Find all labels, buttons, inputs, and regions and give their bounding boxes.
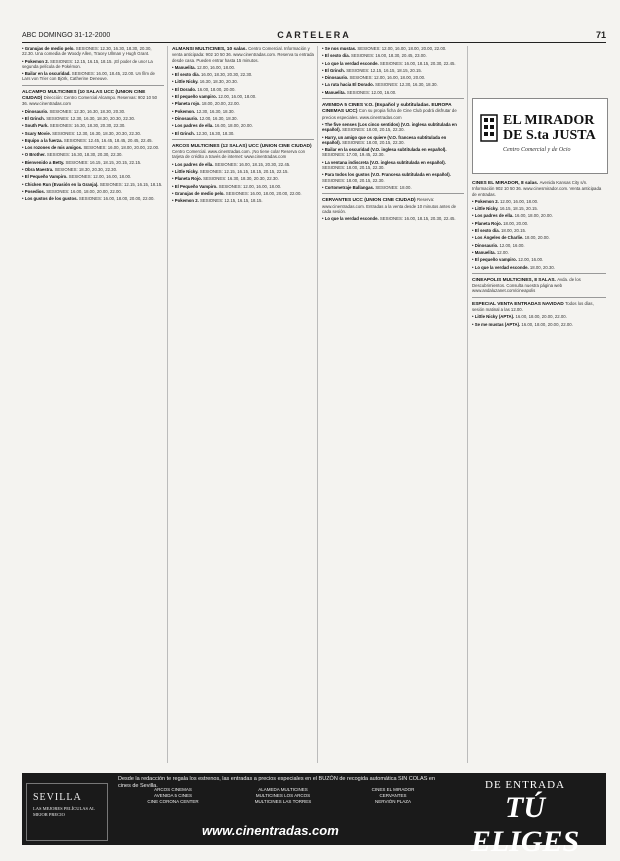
listing-details: 16.00, 18.00, 20.00. [197, 86, 236, 92]
listing-details: 16.00, 18.00, 20.00. [514, 213, 553, 219]
film-listing [22, 182, 164, 187]
film-listing [22, 46, 164, 57]
listing-details: SESIONES: 12.15, 16.15, 18.15, 20.15, 22.15. [199, 169, 289, 175]
film-title: • Pokemon. [172, 108, 197, 114]
listing-details: SESIONES: 16.00, 18.15, 20.30, 22.45. [379, 60, 456, 66]
cinema-name: CINEAPOLIS MULTICINES, 8 SALAS. [472, 277, 558, 283]
film-listing [22, 167, 164, 172]
film-title: • Chicken Run (Evasión en la Granja). [22, 181, 100, 187]
film-title: • Dinosaurio. [22, 108, 50, 114]
cinema-name: CINES EL MIRADOR, 8 salas. [472, 181, 540, 186]
listing-details: 12.00, 16.00, 18.00. [218, 94, 257, 100]
listing-details: SESIONES: 16.00, 18.15, 20.30, 22.45. [379, 216, 456, 222]
listing-details: 12.30, 16.30, 18.30. [196, 108, 235, 114]
cinema-section [322, 102, 464, 120]
cinema-section [472, 180, 606, 197]
film-title: • O Brother. [22, 152, 47, 158]
listing-details: SESIONES: 12.30, 16.30, 18.30, 20.30, 22.30. Una comedia de Woody Allen, Tracey Ullman y Hugh Grant. [22, 46, 152, 57]
cinema-section [472, 301, 606, 313]
mirador-title [503, 113, 596, 143]
film-listing [22, 145, 164, 150]
listing-details: SESIONES: 16.15, 18.15, 20.15, 22.15. [65, 159, 142, 165]
listing-details: 18.00, 20.15. [500, 228, 527, 234]
film-title: • The five senses (Los cinco sentidos) (V.O. inglesa subtitulada en español). [322, 121, 457, 133]
listing-details: Con su propia ficha de Cine Club podrá disfrutar de precios especiales. www.cinentradas.com [322, 108, 457, 120]
film-title: • La ruta hacia El Dorado. [322, 82, 376, 88]
film-listing [22, 138, 164, 143]
sevilla-body: LAS MEJORES PELÍCULAS AL MEJOR PRECIO [33, 806, 95, 817]
listing-details: SESIONES: 18.00, 20.15, 22.30. [322, 165, 385, 171]
film-listing [472, 250, 606, 255]
cinema-name: ALAMEDA MULTICINES [258, 787, 308, 792]
listing-details: 12.00, 16.00. [499, 242, 525, 248]
film-title: • El pequeño vampiro. [172, 94, 219, 100]
listing-details: SESIONES: 16.00, 18.15, 20.30, 22.45. [214, 161, 291, 167]
listing-details: SESIONES: 12.30, 16.30, 18.30, 20.30, 22.30. [52, 130, 142, 136]
listing-details: SESIONES: 16.00, 18.00, 20.00, 22.00. [225, 190, 302, 196]
film-listing [22, 174, 164, 179]
listing-details: Avenida Kansas City s/n. Información 902 10 50 36. www.cinesmirador.com. Venta anticipada de entradas. [472, 180, 602, 197]
listing-details: 18.00, 20.00. [524, 235, 550, 241]
film-listing [172, 176, 314, 181]
listing-details: SESIONES: 12.30, 16.30, 18.30. [375, 82, 438, 88]
listing-details: SESIONES: 12.15, 16.15, 18.15, 20.15. [346, 67, 422, 73]
film-listing [172, 79, 314, 84]
film-listing [472, 213, 606, 218]
cinema-name: MULTICINES LAS TORRES [254, 799, 312, 804]
film-listing [322, 216, 464, 221]
film-listing [22, 59, 164, 70]
film-listing [472, 257, 606, 262]
film-title: • Planeta Rojo. [172, 176, 204, 182]
listing-details: Dirección: Centro Comercial Alcampo. Reservas: 902 10 50 36. www.cinentradas.com [22, 95, 158, 107]
listing-details: SESIONES: 18.00, 20.15, 22.30. [342, 139, 405, 145]
film-title: • Little Nicky. [472, 206, 500, 212]
film-listing [322, 135, 464, 146]
film-title: • Manuelita. [472, 249, 497, 255]
listing-details: 16.15, 18.15, 20.15. [499, 206, 538, 212]
listings-column-2 [172, 46, 314, 763]
film-title: • Granujas de medio pelo. [22, 46, 76, 51]
film-title: • Para todos los gustos (V.O. Francesa subtitulada en español). [322, 172, 451, 178]
film-listing [172, 184, 314, 189]
film-title: • La ventana indiscreta (V.O. inglesa subtitulada en español). [322, 159, 446, 165]
cinema-name: CINE CORONA CENTER [147, 799, 199, 804]
film-title: • El Grinch. [172, 130, 197, 136]
page-number: 71 [595, 30, 606, 40]
listing-details: 12.30, 16.30, 18.30. [196, 130, 235, 136]
section-divider [472, 273, 606, 274]
film-title: • Los rozones de mis amigos. [22, 145, 84, 151]
listing-details: SESIONES: 16.30, 18.30, 20.30, 22.30. [49, 123, 126, 129]
film-listing [22, 160, 164, 165]
film-listing [472, 314, 606, 319]
film-listing [322, 160, 464, 171]
film-listing [22, 131, 164, 136]
listing-details: SESIONES: 16.00, 18.00, 20.00, 22.00. [46, 188, 122, 194]
film-listing [22, 71, 164, 82]
cinema-name: NERVIÓN PLAZA [375, 799, 411, 804]
film-title: • Lo que la verdad esconde. [472, 264, 530, 270]
film-title: • South Park. [22, 123, 50, 129]
page-header [22, 30, 606, 43]
film-listing [172, 116, 314, 121]
film-title: • Dinosaurio. [322, 75, 350, 81]
listing-details: SESIONES: 16.00, 18.45, 22.00. Un film de Lars von Trier con Björk, Catherine Deneuve. [22, 71, 155, 82]
listings-column-1 [22, 46, 164, 763]
listing-details: SESIONES: 18.30, 20.30, 22.30. [54, 167, 118, 173]
listing-details: 16.30, 18.30, 20.30. [199, 79, 238, 85]
film-listing [172, 87, 314, 92]
film-listing [322, 53, 464, 58]
sevilla-title: SEVILLA [33, 792, 82, 803]
film-title: • Little Nicky. [172, 169, 200, 175]
film-listing [172, 198, 314, 203]
film-title: • Bailar en la oscuridad (V.O. inglesa subtitulada en español). [322, 147, 447, 153]
cinema-name: AVENIDA 5 CINES [154, 793, 192, 798]
film-title: • El sexto día. [322, 53, 351, 59]
film-title: • Lo que la verdad esconde. [322, 216, 380, 222]
film-listing [322, 185, 464, 190]
listing-details: SESIONES: 12.00, 16.00, 18.00. [68, 174, 132, 180]
film-listing [172, 72, 314, 77]
listing-details: 18.00, 20.30. [529, 264, 555, 270]
film-title: • Obra Maestra. [22, 167, 55, 173]
listing-details: Todos los días, sesión matinal a las 12.00. [472, 300, 594, 313]
listing-details: Reserva: www.cinentradas.com. Entradas a la venta desde 10 minutos antes de cada sesión. [322, 197, 456, 214]
listing-details: 18.00, 20.00, 22.00. [201, 101, 240, 107]
listing-details: SESIONES: 18.00, 20.15, 22.30. [322, 177, 385, 183]
cinema-name: AVENIDA 5 CINES V.O. (Español y subtituladas. EUROPA CINEMAS UCC) [322, 103, 452, 115]
film-listing [322, 172, 464, 183]
listing-details: 16.00, 18.30, 20.30, 22.30. [200, 72, 253, 78]
tu-eliges-slogan [450, 779, 600, 859]
film-listing [472, 322, 606, 327]
cinema-name: CINES EL MIRADOR [371, 787, 415, 792]
cinema-name: ALMANSI MULTICINES, 10 salas. [172, 47, 249, 52]
listing-details: 16.00, 18.00, 20.00. [214, 123, 253, 129]
listing-details: SESIONES: 12.15, 16.15, 18.15. [99, 181, 163, 187]
mirador-tagline: Centro Comercial y de Ocio [503, 147, 571, 153]
listing-details: 12.00, 16.00. [518, 257, 544, 263]
section-divider [22, 85, 164, 86]
film-listing [22, 109, 164, 114]
listing-details: 12.00, 16.30, 18.30. [199, 115, 238, 121]
film-title: • Granujas de medio pelo. [172, 190, 226, 196]
film-listing [472, 206, 606, 211]
film-listing [472, 243, 606, 248]
film-title: • El Pequeño Vampiro. [172, 183, 219, 189]
film-listing [172, 169, 314, 174]
film-listing [172, 101, 314, 106]
film-listing [322, 82, 464, 87]
section-divider [322, 98, 464, 99]
film-listing [472, 265, 606, 270]
listing-details: SESIONES: 17.00, 19.45, 22.30. [322, 152, 385, 158]
film-listing [172, 94, 314, 99]
listing-details: SESIONES: 16.00, 18.30, 20.45, 23.00. [350, 53, 427, 59]
listing-details: Centro Comercial. www.cinentradas.com. ¡No tiene cola! Reserva con tarjeta de crédito a través de internet: www.cinentradas.com [172, 149, 306, 160]
mirador-title-line2: DE S.ta JUSTA [503, 128, 596, 143]
cinema-section [172, 46, 314, 63]
film-listing [472, 199, 606, 204]
film-listing [22, 123, 164, 128]
film-listing [172, 123, 314, 128]
cinema-name: CERVANTES [379, 793, 407, 798]
film-title: • Bienvenido a Betty. [22, 159, 66, 165]
film-title: • Manuelita. [322, 89, 347, 95]
film-title: • El Pequeño Vampiro. [22, 174, 69, 180]
column-divider [317, 46, 318, 763]
film-listing [322, 46, 464, 51]
listing-details: SESIONES: 12.30, 16.30, 18.30, 20.30. [49, 108, 126, 114]
film-listing [172, 131, 314, 136]
cinema-name: CERVANTES UCC (UNION CINE CIUDAD) [322, 198, 417, 204]
section-divider [322, 193, 464, 194]
film-listing [172, 191, 314, 196]
listing-details: SESIONES: 12.00, 16.00, 18.00, 20.00, 22.00. [357, 46, 447, 51]
film-title: • Lo que la verdad esconde. [322, 60, 380, 66]
column-divider [167, 46, 168, 763]
film-title: • El Grinch. [322, 67, 347, 73]
film-title: • Los Ángeles de Charlie. [472, 235, 525, 241]
film-listing [172, 162, 314, 167]
film-listing [322, 75, 464, 80]
listing-details: SESIONES: 12.00, 16.00, 18.00. [218, 183, 282, 189]
film-title: • El Grinch. [22, 115, 47, 121]
advert-website[interactable]: www.cinentradas.com [202, 823, 339, 838]
film-listing [472, 221, 606, 226]
header-date: ABC DOMINGO 31-12-2000 [22, 32, 111, 39]
cinema-name: ARCOS CINEMAS [154, 787, 192, 792]
cinentradas-advert [22, 773, 606, 858]
film-listing [322, 147, 464, 158]
listing-details: SESIONES: 18.00, 20.15, 22.30. [342, 127, 405, 133]
listing-details: SESIONES: 18.00. [375, 184, 412, 190]
film-title: • Cortometraje Ballangas. [322, 184, 376, 190]
cinema-section [322, 197, 464, 214]
film-title: • Dinosaurio. [172, 115, 200, 121]
listing-details: SESIONES: 12.00, 16.00. [346, 89, 397, 95]
film-title: • Pokemon 2. [172, 198, 201, 204]
film-listing [322, 122, 464, 133]
film-title: • Los padres de ella. [472, 213, 515, 219]
film-listing [22, 116, 164, 121]
film-title: • El Dorado. [172, 86, 198, 92]
film-listing [22, 189, 164, 194]
slogan-line2: TÚ ELIGES [470, 791, 580, 858]
film-listing [322, 61, 464, 66]
film-title: • Harry, un amigo que os quiere (V.O. francesa subtitulada en español). [322, 134, 447, 145]
listing-details: 18.00, 20.00. [503, 220, 529, 226]
film-listing [322, 68, 464, 73]
film-listing [322, 90, 464, 95]
mirador-advert [472, 98, 608, 174]
film-title: • Manuelita. [172, 64, 197, 70]
sevilla-promo-box [26, 783, 108, 841]
film-title: • Equipo a la fuerza. [22, 137, 64, 143]
film-title: • El pequeño vampiro. [472, 257, 519, 263]
section-divider [472, 297, 606, 298]
section-divider [172, 139, 314, 140]
listing-details: 12.00, 16.00, 18.00. [196, 64, 236, 70]
film-listing [22, 196, 164, 201]
film-title: • Se nos mustas. [322, 46, 358, 51]
cinema-name: MULTICINES LOS ARCOS [255, 793, 311, 798]
cinema-section [22, 89, 164, 107]
film-title: • Se me mustas (APTA). [472, 321, 522, 327]
film-title: • Bailar en la oscuridad. [22, 71, 72, 77]
film-listing [172, 65, 314, 70]
film-listing [472, 235, 606, 240]
film-listing [22, 152, 164, 157]
film-title: • Los padres de ella. [172, 123, 215, 129]
listing-details: 16.00, 18.00, 20.00, 22.00. [521, 321, 573, 327]
listing-details: SESIONES: 12.15, 16.15, 18.15. ¡El poder de uno! La segunda película de Pokémon. [22, 58, 153, 69]
cinema-section [172, 143, 314, 160]
listing-details: 16.00, 18.00, 20.00, 22.00. [515, 314, 567, 320]
listing-details: 12.00, 16.00, 18.00. [500, 198, 539, 204]
film-title: • Planeta rojo. [172, 101, 202, 107]
listing-details: 12.00. [496, 249, 509, 255]
film-title: • Pokemon 2. [22, 58, 51, 64]
section-title: CARTELERA [277, 30, 351, 40]
film-title: • Dinosaurio. [472, 242, 500, 248]
listings-column-4 [472, 180, 606, 763]
cinema-name: ESPECIAL VENTA ENTRADAS NAVIDAD [472, 301, 566, 307]
column-divider [467, 46, 468, 763]
film-title: • Pokemon 2. [472, 198, 501, 204]
cinema-section [472, 277, 606, 294]
listing-details: SESIONES: 12.30, 16.30, 18.30, 20.30, 22.30. [46, 115, 136, 121]
listing-details: Centro Comercial. Información y venta anticipada: 902 10 50 36. www.cinentradas.com. Reserva tu entrada desde casa. Pueden entrar hasta 15 minutos. [172, 46, 314, 63]
film-title: • Scary Movie. [22, 130, 53, 136]
film-title: • Los gustos de los gustos. [22, 196, 79, 202]
film-title: • Planeta Rojo. [472, 220, 504, 226]
listing-details: SESIONES: 16.30, 18.30, 20.30, 22.30. [46, 152, 123, 158]
cinema-name: ARCOS MULTICINES (12 SALAS) UCC (UNION CINE CIUDAD) [172, 143, 312, 149]
listings-column-3 [322, 46, 464, 763]
film-title: • Posedios. [22, 188, 47, 194]
mirador-title-line1: EL MIRADOR [503, 113, 595, 128]
film-listing [172, 109, 314, 114]
cinema-name: ALCAMPO MULTICINES (10 SALAS UCC (UNION CINE CIUDAD) [22, 89, 146, 102]
slogan-line1: DE ENTRADA [485, 779, 565, 791]
film-title: • Little Nicky (APTA). [472, 314, 516, 320]
listing-details: SESIONES: 12.15, 16.15, 18.15. [200, 198, 263, 204]
film-title: • El sexto día. [172, 72, 201, 78]
cinema-list [118, 787, 448, 805]
film-listing [472, 228, 606, 233]
listing-details: SESIONES: 16.00, 18.00, 20.00, 22.00. [83, 145, 160, 151]
film-title: • El sexto día. [472, 228, 501, 234]
advert-text: Desde la redacción te regala los estrenos, las entradas a precios especiales en el BUZÓN de recogida automática SIN COLAS en cines de Sevilla. [118, 776, 436, 789]
film-title: • Los padres de ella. [172, 161, 215, 167]
listing-details: SESIONES: 12.45, 16.45, 18.45, 20.45, 22.45. [63, 137, 153, 143]
listing-details: SESIONES: 16.30, 18.30, 20.30, 22.30. [203, 176, 279, 182]
film-title: • Little Nicky. [172, 79, 200, 85]
mirador-logo-icon [479, 113, 499, 143]
listing-details: SESIONES: 16.00, 18.00, 20.00, 22.00. [78, 196, 155, 202]
listing-details: Avda. de los Descubrimientos. Consulta nuestra página web www.andaluzanet.com/cineapolis [472, 276, 581, 294]
listing-details: SESIONES: 12.00, 16.00, 18.00, 20.00. [349, 75, 426, 81]
